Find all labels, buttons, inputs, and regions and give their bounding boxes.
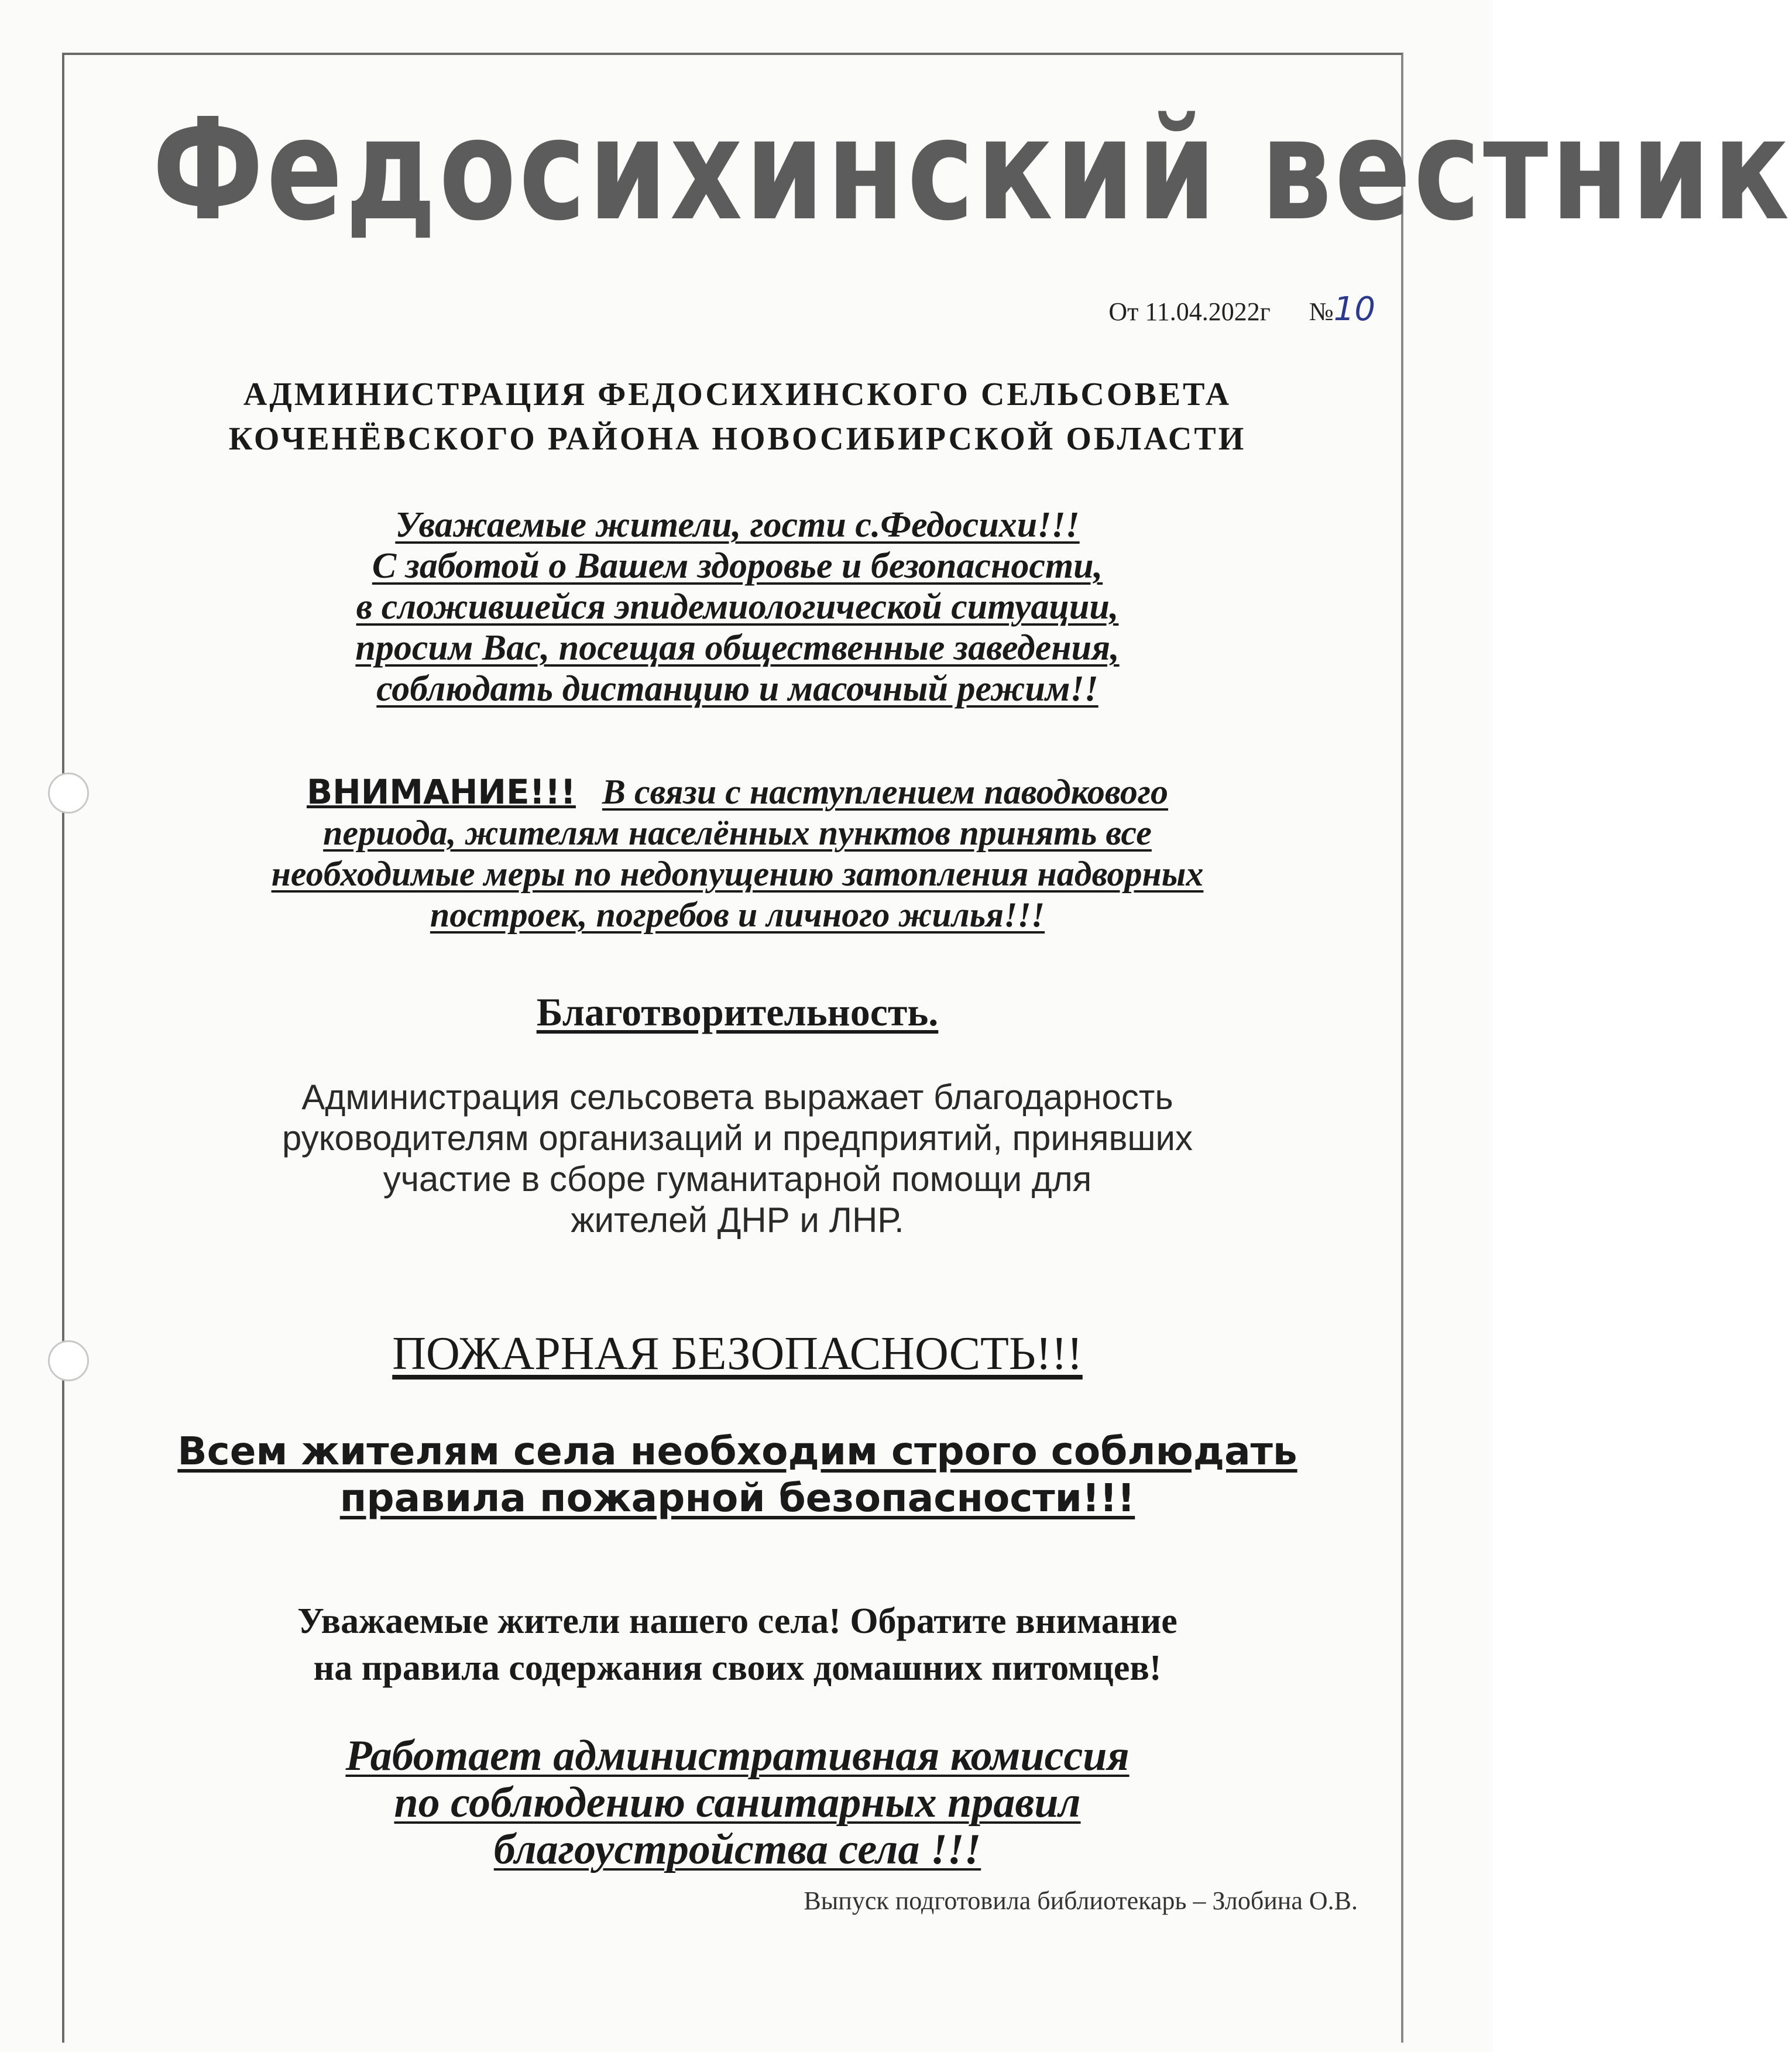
greeting-line: соблюдать дистанцию и масочный режим!! — [376, 669, 1098, 709]
greeting-line: в сложившейся эпидемиологической ситуации, — [356, 587, 1119, 627]
pets-notice — [70, 1598, 1405, 1691]
fire-line: правила пожарной безопасности!!! — [339, 1475, 1135, 1521]
pets-line: Уважаемые жители нашего села! Обратите внимание — [297, 1601, 1177, 1641]
flood-warning — [70, 771, 1405, 935]
issue-number-label: № — [1309, 297, 1334, 326]
charity-line: участие в сборе гуманитарной помощи для — [383, 1159, 1092, 1199]
charity-line: жителей ДНР и ЛНР. — [571, 1200, 904, 1240]
pets-line: на правила содержания своих домашних питомцев! — [313, 1648, 1162, 1688]
greeting-notice — [70, 505, 1405, 709]
fire-line: Всем жителям села необходим строго соблюдать — [177, 1429, 1297, 1474]
attention-lead: ВНИМАНИЕ!!! — [306, 772, 576, 812]
issue-line — [1108, 290, 1375, 328]
attention-line: периода, жителям населённых пунктов принять все — [323, 814, 1152, 852]
greeting-line: Уважаемые жители, гости с.Федосихи!!! — [395, 505, 1080, 545]
issue-date: От 11.04.2022г — [1108, 297, 1271, 326]
masthead-title: Федосихинский вестник — [152, 88, 1792, 252]
commission-line: Работает административная комиссия — [345, 1732, 1130, 1780]
attention-line: В связи с наступлением паводкового — [602, 773, 1169, 811]
commission-line: благоустройства села !!! — [493, 1825, 981, 1873]
attention-line: построек, погребов и личного жилья!!! — [430, 895, 1045, 934]
greeting-line: просим Вас, посещая общественные заведения, — [355, 628, 1120, 668]
admin-line: АДМИНИСТРАЦИЯ ФЕДОСИХИНСКОГО СЕЛЬСОВЕТА — [243, 376, 1232, 413]
fire-safety-text — [70, 1428, 1405, 1522]
administration-header — [70, 372, 1405, 461]
attention-line: необходимые меры по недопущению затопления надворных — [271, 855, 1204, 893]
commission-notice — [70, 1732, 1405, 1873]
issue-credit: Выпуск подготовила библиотекарь – Злобина О.В. — [804, 1886, 1358, 1915]
charity-heading: Благотворительность. — [536, 990, 939, 1034]
fire-safety-heading: ПОЖАРНАЯ БЕЗОПАСНОСТЬ!!! — [392, 1328, 1083, 1380]
greeting-line: С заботой о Вашем здоровье и безопасности, — [372, 546, 1103, 586]
issue-number: 10 — [1333, 290, 1375, 328]
charity-line: руководителям организаций и предприятий, принявших — [282, 1118, 1193, 1158]
charity-text — [70, 1077, 1405, 1241]
commission-line: по соблюдению санитарных правил — [394, 1779, 1081, 1827]
charity-line: Администрация сельсовета выражает благодарность — [301, 1078, 1173, 1117]
admin-line: КОЧЕНЁВСКОГО РАЙОНА НОВОСИБИРСКОЙ ОБЛАСТИ — [228, 421, 1247, 457]
